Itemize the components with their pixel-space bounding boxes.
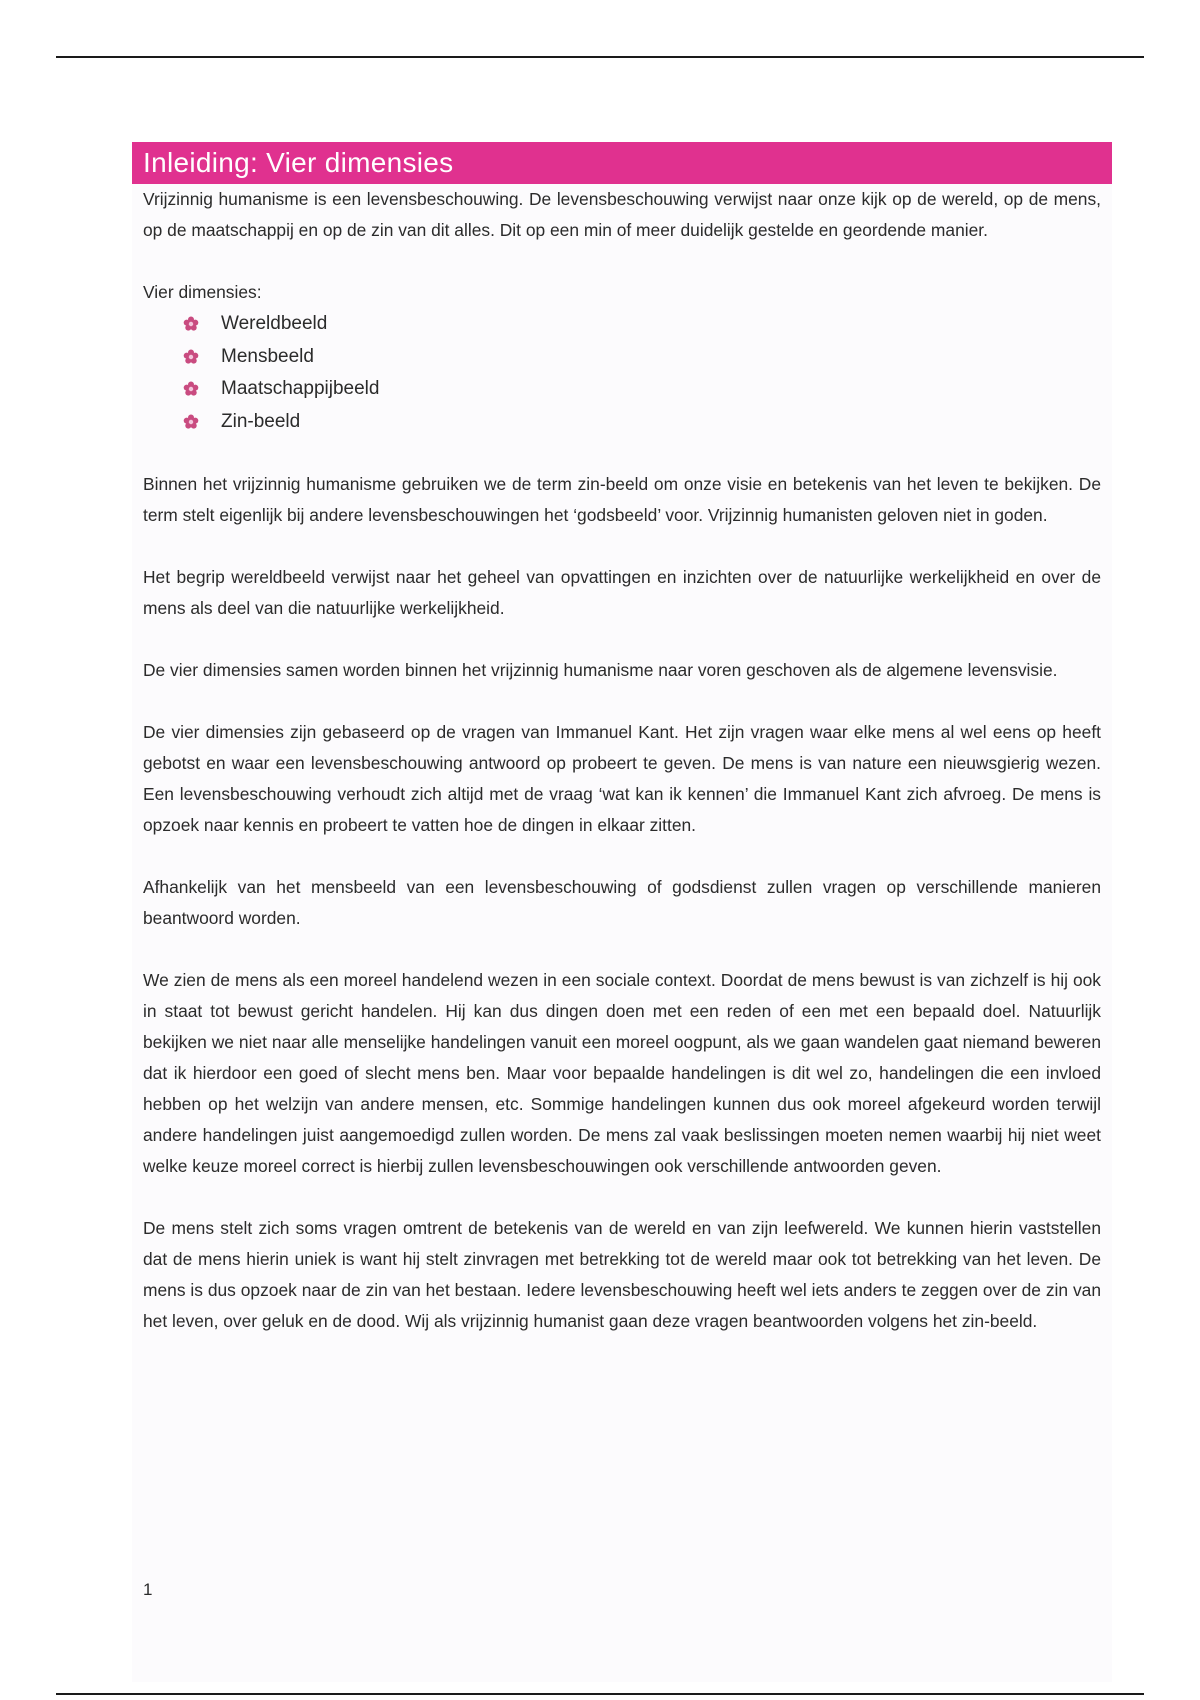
list-item [183, 341, 1101, 374]
paragraph-levensvisie: De vier dimensies samen worden binnen het vrijzinnig humanisme naar voren geschoven als de algemene levensvisie. [143, 660, 1058, 680]
document-body [132, 184, 1112, 1337]
list-item-label: Maatschappijbeeld [221, 378, 380, 399]
flower-bullet-icon [183, 349, 199, 365]
paragraph-zin-beeld: Binnen het vrijzinnig humanisme gebruiken we de term zin-beeld om onze visie en betekenis van het leven te bekijken. De term stelt eigenlijk bij andere levensbeschouwingen het ‘godsbeeld’ voor. Vrijzinnig humanisten geloven niet in goden. [143, 474, 1101, 525]
paragraph-moreel: We zien de mens als een moreel handelend wezen in een sociale context. Doordat de mens bewust is van zichzelf is hij ook in staat tot bewust gericht handelen. Hij kan dus dingen doen met een reden of een met een bepaald doel. Natuurlijk bekijken we niet naar alle menselijke handelingen vanuit een moreel oogpunt, als we gaan wandelen gaat niemand beweren dat ik hierdoor een goed of slecht mens ben. Maar voor bepaalde handelingen is dit wel zo, handelingen die een invloed hebben op het welzijn van andere mensen, etc. Sommige handelingen kunnen dus ook moreel afgekeurd worden terwijl andere handelingen juist aangemoedigd zullen worden. De mens zal vaak beslissingen moeten nemen waarbij hij niet weet welke keuze moreel correct is hierbij zullen levensbeschouwingen ook verschillende antwoorden geven. [143, 970, 1101, 1176]
header-rule [56, 56, 1144, 58]
list-item-label: Wereldbeeld [221, 313, 328, 334]
dimension-list [143, 308, 1101, 438]
section-heading: Inleiding: Vier dimensies [132, 142, 1112, 184]
page-number: 1 [143, 1580, 153, 1599]
flower-bullet-icon [183, 381, 199, 397]
paragraph-mensbeeld: Afhankelijk van het mensbeeld van een levensbeschouwing of godsdienst zullen vragen op verschillende manieren beantwoord worden. [143, 877, 1101, 928]
paragraph-intro: Vrijzinnig humanisme is een levensbeschouwing. De levensbeschouwing verwijst naar onze kijk op de wereld, op de mens, op de maatschappij en op de zin van dit alles. Dit op een min of meer duidelijk gestelde en geordende manier. [143, 189, 1101, 240]
flower-bullet-icon [183, 414, 199, 430]
paragraph-zinvragen: De mens stelt zich soms vragen omtrent de betekenis van de wereld en van zijn leefwereld. We kunnen hierin vaststellen dat de mens hierin uniek is want hij stelt zinvragen met betrekking tot de wereld maar ook tot betrekking van het leven. De mens is dus opzoek naar de zin van het bestaan. Iedere levensbeschouwing heeft wel iets anders te zeggen over de zin van het leven, over geluk en de dood. Wij als vrijzinnig humanist gaan deze vragen beantwoorden volgens het zin-beeld. [143, 1218, 1101, 1331]
list-item [183, 406, 1101, 439]
document-page [132, 142, 1112, 1682]
list-item-label: Zin-beeld [221, 410, 301, 432]
paragraph-wereldbeeld: Het begrip wereldbeeld verwijst naar het geheel van opvattingen en inzichten over de natuurlijke werkelijkheid en over de mens als deel van die natuurlijke werkelijkheid. [143, 567, 1101, 618]
flower-bullet-icon [183, 316, 199, 332]
list-item-label: Mensbeeld [221, 345, 314, 367]
list-item [183, 373, 1101, 406]
list-title: Vier dimensies: [143, 282, 262, 302]
footer-rule [56, 1693, 1144, 1695]
list-item [183, 308, 1101, 341]
paragraph-kant: De vier dimensies zijn gebaseerd op de vragen van Immanuel Kant. Het zijn vragen waar elke mens al wel eens op heeft gebotst en waar een levensbeschouwing antwoord op probeert te geven. De mens is van nature een nieuwsgierig wezen. Een levensbeschouwing verhoudt zich altijd met de vraag ‘wat kan ik kennen’ die Immanuel Kant zich afvroeg. De mens is opzoek naar kennis en probeert te vatten hoe de dingen in elkaar zitten. [143, 722, 1101, 835]
